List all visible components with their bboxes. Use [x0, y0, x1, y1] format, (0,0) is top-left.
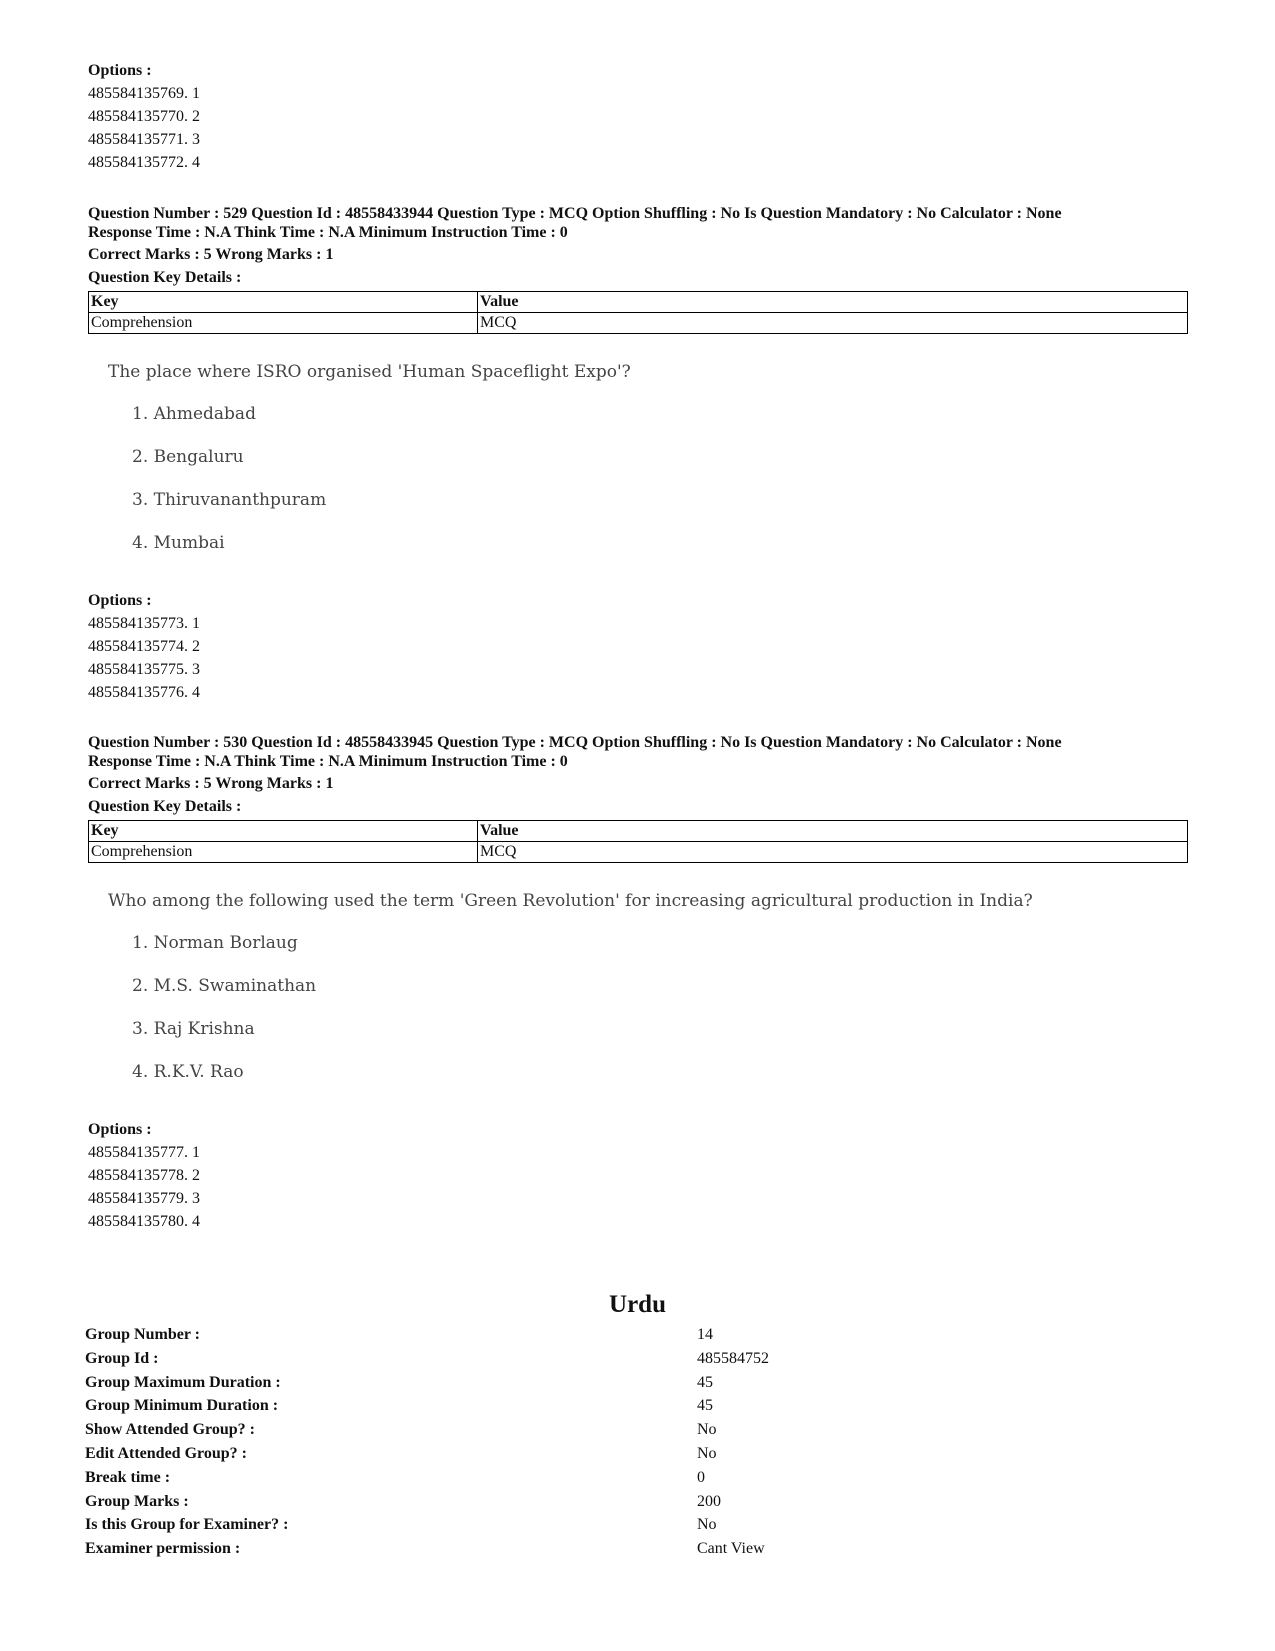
table-cell-key: Comprehension	[89, 842, 478, 863]
answer-choice: 3. Raj Krishna	[132, 1019, 255, 1039]
question-timing: Response Time : N.A Think Time : N.A Minimum Instruction Time : 0	[88, 753, 568, 770]
group-field-label: Examiner permission :	[85, 1540, 241, 1558]
group-field-value: No	[697, 1444, 717, 1462]
key-details-table	[88, 820, 1188, 863]
options-label: Options :	[88, 1121, 152, 1138]
group-row	[85, 1347, 1185, 1371]
option-id: 485584135777. 1	[88, 1144, 200, 1161]
answer-choice: 2. Bengaluru	[132, 447, 244, 467]
key-details-label: Question Key Details :	[88, 798, 242, 815]
answer-choice: 1. Ahmedabad	[132, 404, 256, 424]
table-header-row	[89, 292, 1188, 313]
question-timing: Response Time : N.A Think Time : N.A Minimum Instruction Time : 0	[88, 224, 568, 241]
group-field-label: Group Marks :	[85, 1492, 189, 1510]
option-id: 485584135772. 4	[88, 154, 200, 171]
table-cell-value: MCQ	[478, 842, 1188, 863]
key-details-table	[88, 291, 1188, 334]
group-field-label: Group Id :	[85, 1349, 159, 1367]
question-header: Question Number : 529 Question Id : 48558433944 Question Type : MCQ Option Shuffling : No Is Question Mandatory : No Calculator : None	[88, 205, 1062, 222]
group-row	[85, 1466, 1185, 1490]
table-cell-key: Comprehension	[89, 313, 478, 334]
question-image-530	[108, 889, 1108, 1084]
option-id: 485584135770. 2	[88, 108, 200, 125]
group-row	[85, 1513, 1185, 1537]
group-row	[85, 1323, 1185, 1347]
option-id: 485584135774. 2	[88, 638, 200, 655]
group-field-value: 485584752	[697, 1349, 769, 1367]
group-row	[85, 1394, 1185, 1418]
options-block-530	[88, 1118, 488, 1233]
table-header-value: Value	[478, 821, 1188, 842]
option-id: 485584135779. 3	[88, 1190, 200, 1207]
group-field-label: Group Number :	[85, 1326, 200, 1343]
group-field-label: Break time :	[85, 1468, 171, 1486]
group-field-value: No	[697, 1421, 717, 1439]
answer-choice: 2. M.S. Swaminathan	[132, 976, 317, 996]
group-row	[85, 1371, 1185, 1395]
key-details-label: Question Key Details :	[88, 269, 242, 286]
answer-choice: 4. Mumbai	[132, 533, 225, 553]
answer-choice: 3. Thiruvananthpuram	[132, 490, 327, 510]
group-field-label: Group Maximum Duration :	[85, 1373, 281, 1391]
question-block-530	[88, 733, 1188, 863]
options-label: Options :	[88, 592, 152, 609]
option-id: 485584135776. 4	[88, 684, 200, 701]
question-header: Question Number : 530 Question Id : 48558433945 Question Type : MCQ Option Shuffling : No Is Question Mandatory : No Calculator : None	[88, 734, 1062, 751]
answer-choice: 4. R.K.V. Rao	[132, 1062, 244, 1082]
options-block-529	[88, 589, 488, 704]
group-row	[85, 1537, 1185, 1561]
answer-choice: 1. Norman Borlaug	[132, 933, 298, 953]
group-field-value: 0	[697, 1468, 705, 1486]
group-field-value: 200	[697, 1492, 721, 1510]
table-header-key: Key	[89, 821, 478, 842]
table-header-row	[89, 821, 1188, 842]
group-field-value: No	[697, 1516, 717, 1534]
question-marks: Correct Marks : 5 Wrong Marks : 1	[88, 775, 334, 792]
group-field-label: Group Minimum Duration :	[85, 1397, 279, 1415]
table-cell-value: MCQ	[478, 313, 1188, 334]
option-id: 485584135773. 1	[88, 615, 200, 632]
options-label: Options :	[88, 62, 152, 79]
options-block-top	[88, 59, 488, 174]
question-image-529	[108, 360, 1108, 555]
group-field-value: 14	[697, 1326, 713, 1343]
table-row	[89, 313, 1188, 334]
table-header-value: Value	[478, 292, 1188, 313]
section-title: Urdu	[609, 1291, 666, 1318]
group-row	[85, 1442, 1185, 1466]
option-id: 485584135778. 2	[88, 1167, 200, 1184]
group-field-value: 45	[697, 1373, 713, 1391]
group-details	[85, 1323, 1185, 1561]
group-field-label: Edit Attended Group? :	[85, 1444, 247, 1462]
table-header-key: Key	[89, 292, 478, 313]
group-row	[85, 1490, 1185, 1514]
group-field-value: 45	[697, 1397, 713, 1415]
question-text: The place where ISRO organised 'Human Spaceflight Expo'?	[108, 362, 631, 382]
question-marks: Correct Marks : 5 Wrong Marks : 1	[88, 246, 334, 263]
option-id: 485584135771. 3	[88, 131, 200, 148]
option-id: 485584135775. 3	[88, 661, 200, 678]
group-field-label: Is this Group for Examiner? :	[85, 1516, 289, 1534]
table-row	[89, 842, 1188, 863]
question-block-529	[88, 204, 1188, 334]
group-row	[85, 1418, 1185, 1442]
option-id: 485584135769. 1	[88, 85, 200, 102]
question-text: Who among the following used the term 'Green Revolution' for increasing agricultural production in India?	[108, 891, 1033, 911]
group-field-value: Cant View	[697, 1540, 765, 1558]
option-id: 485584135780. 4	[88, 1213, 200, 1230]
group-field-label: Show Attended Group? :	[85, 1421, 255, 1439]
